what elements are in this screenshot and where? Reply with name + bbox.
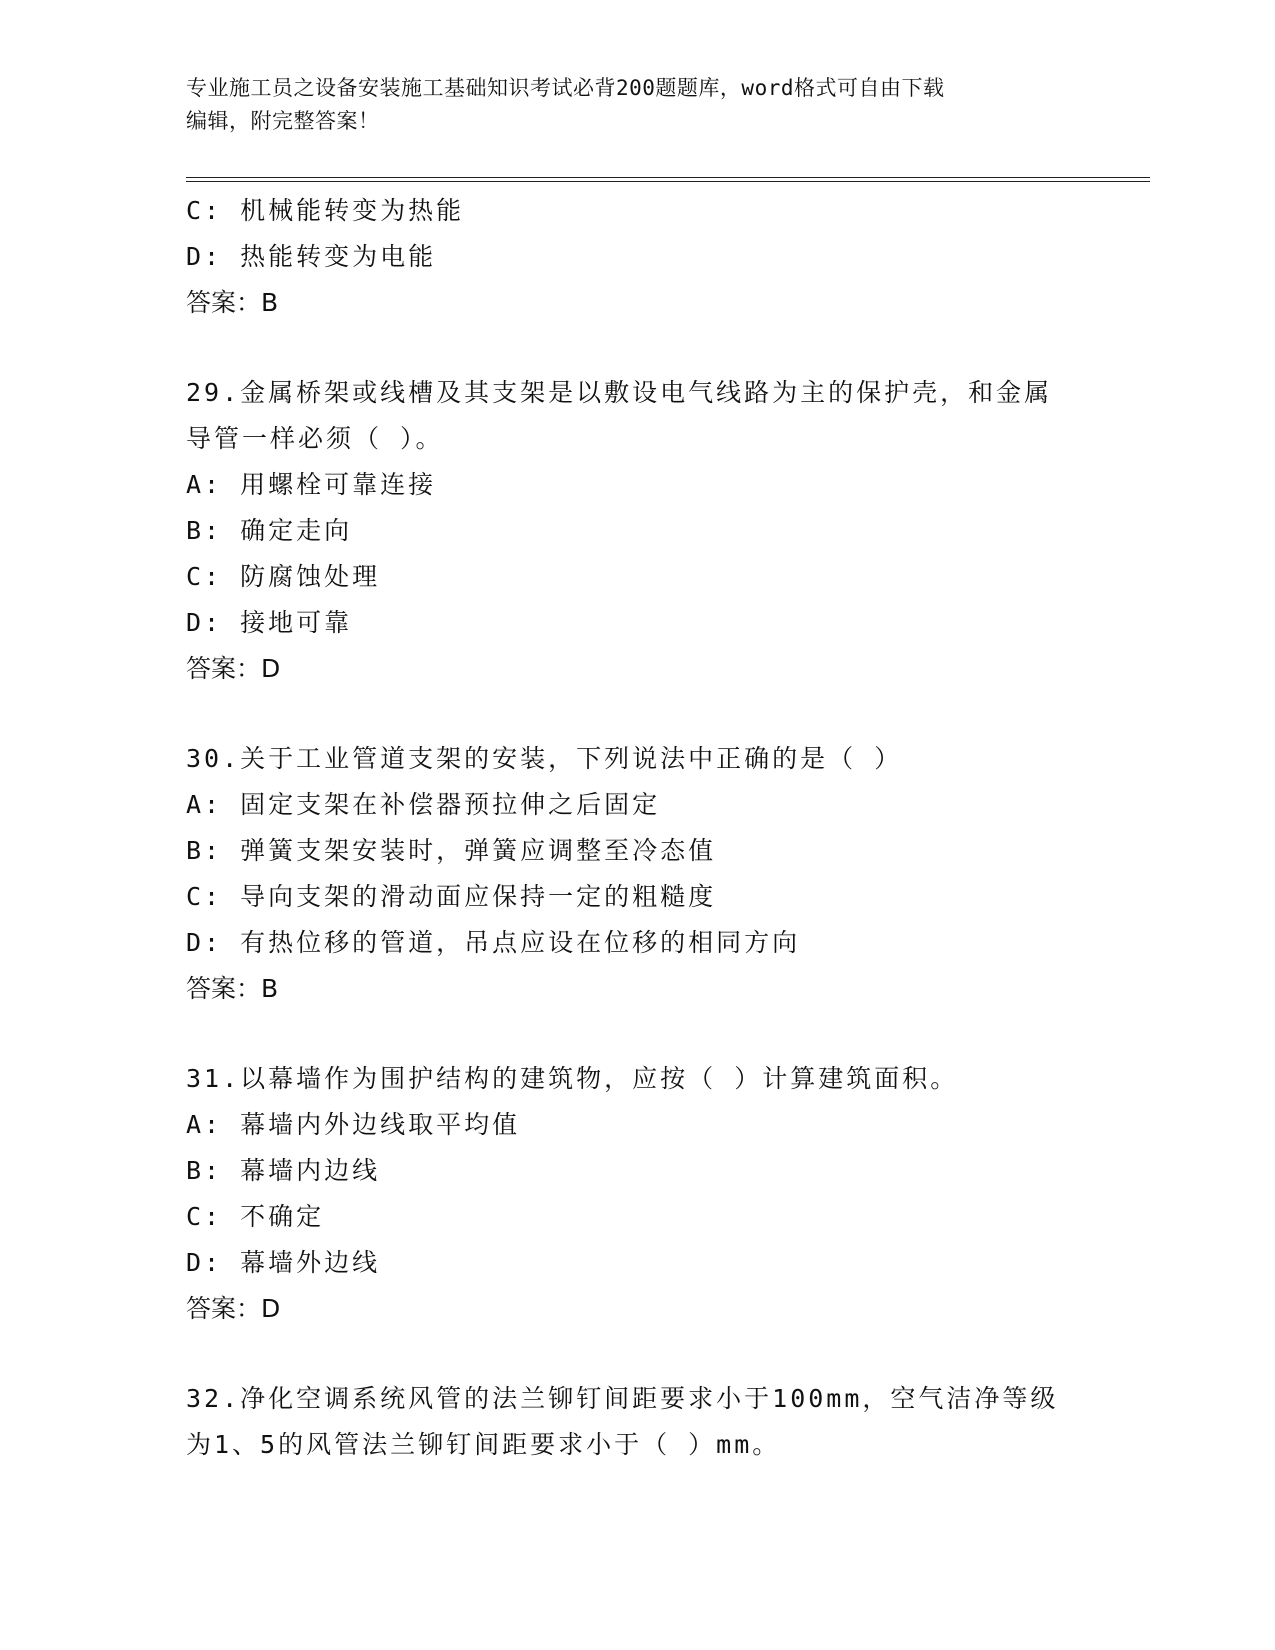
- spacer: [186, 1332, 1086, 1376]
- question-stem-continued: 为1、5的风管法兰铆钉间距要求小于（ ）mm。: [186, 1430, 781, 1459]
- option-c: C: 导向支架的滑动面应保持一定的粗糙度: [186, 882, 717, 911]
- spacer: [186, 692, 1086, 736]
- answer-label: 答案：B: [186, 288, 279, 317]
- question-block-29: [186, 370, 1086, 692]
- option-c: C: 防腐蚀处理: [186, 562, 381, 591]
- document-header: [186, 72, 1066, 138]
- question-stem: 29.金属桥架或线槽及其支架是以敷设电气线路为主的保护壳，和金属: [186, 378, 1053, 407]
- option-d: D: 热能转变为电能: [186, 242, 437, 271]
- header-divider-bottom: [186, 181, 1150, 182]
- question-stem: 32.净化空调系统风管的法兰铆钉间距要求小于100mm，空气洁净等级: [186, 1384, 1059, 1413]
- option-a: A: 用螺栓可靠连接: [186, 470, 437, 499]
- option-b: B: 确定走向: [186, 516, 353, 545]
- option-d: D: 幕墙外边线: [186, 1248, 381, 1277]
- question-block-32: [186, 1376, 1086, 1468]
- spacer: [186, 1012, 1086, 1056]
- question-block-28: [186, 188, 1086, 326]
- option-c: C: 机械能转变为热能: [186, 196, 465, 225]
- option-b: B: 幕墙内边线: [186, 1156, 381, 1185]
- option-d: D: 有热位移的管道，吊点应设在位移的相同方向: [186, 928, 801, 957]
- option-a: A: 固定支架在补偿器预拉伸之后固定: [186, 790, 661, 819]
- question-stem: 30.关于工业管道支架的安装，下列说法中正确的是（ ）: [186, 744, 903, 773]
- option-a: A: 幕墙内外边线取平均值: [186, 1110, 521, 1139]
- answer-label: 答案：D: [186, 1294, 281, 1323]
- header-divider-top: [186, 177, 1150, 178]
- option-d: D: 接地可靠: [186, 608, 353, 637]
- header-title-line-2: 编辑，附完整答案！: [186, 109, 380, 133]
- answer-label: 答案：B: [186, 974, 279, 1003]
- option-c: C: 不确定: [186, 1202, 325, 1231]
- question-stem-continued: 导管一样必须（ ）。: [186, 424, 444, 453]
- question-block-30: [186, 736, 1086, 1012]
- answer-label: 答案：D: [186, 654, 281, 683]
- spacer: [186, 326, 1086, 370]
- question-stem: 31.以幕墙作为围护结构的建筑物，应按（ ）计算建筑面积。: [186, 1064, 959, 1093]
- header-title-line-1: 专业施工员之设备安装施工基础知识考试必背200题题库，word格式可自由下载: [186, 76, 945, 100]
- question-content: [186, 188, 1086, 1468]
- option-b: B: 弹簧支架安装时，弹簧应调整至冷态值: [186, 836, 717, 865]
- question-block-31: [186, 1056, 1086, 1332]
